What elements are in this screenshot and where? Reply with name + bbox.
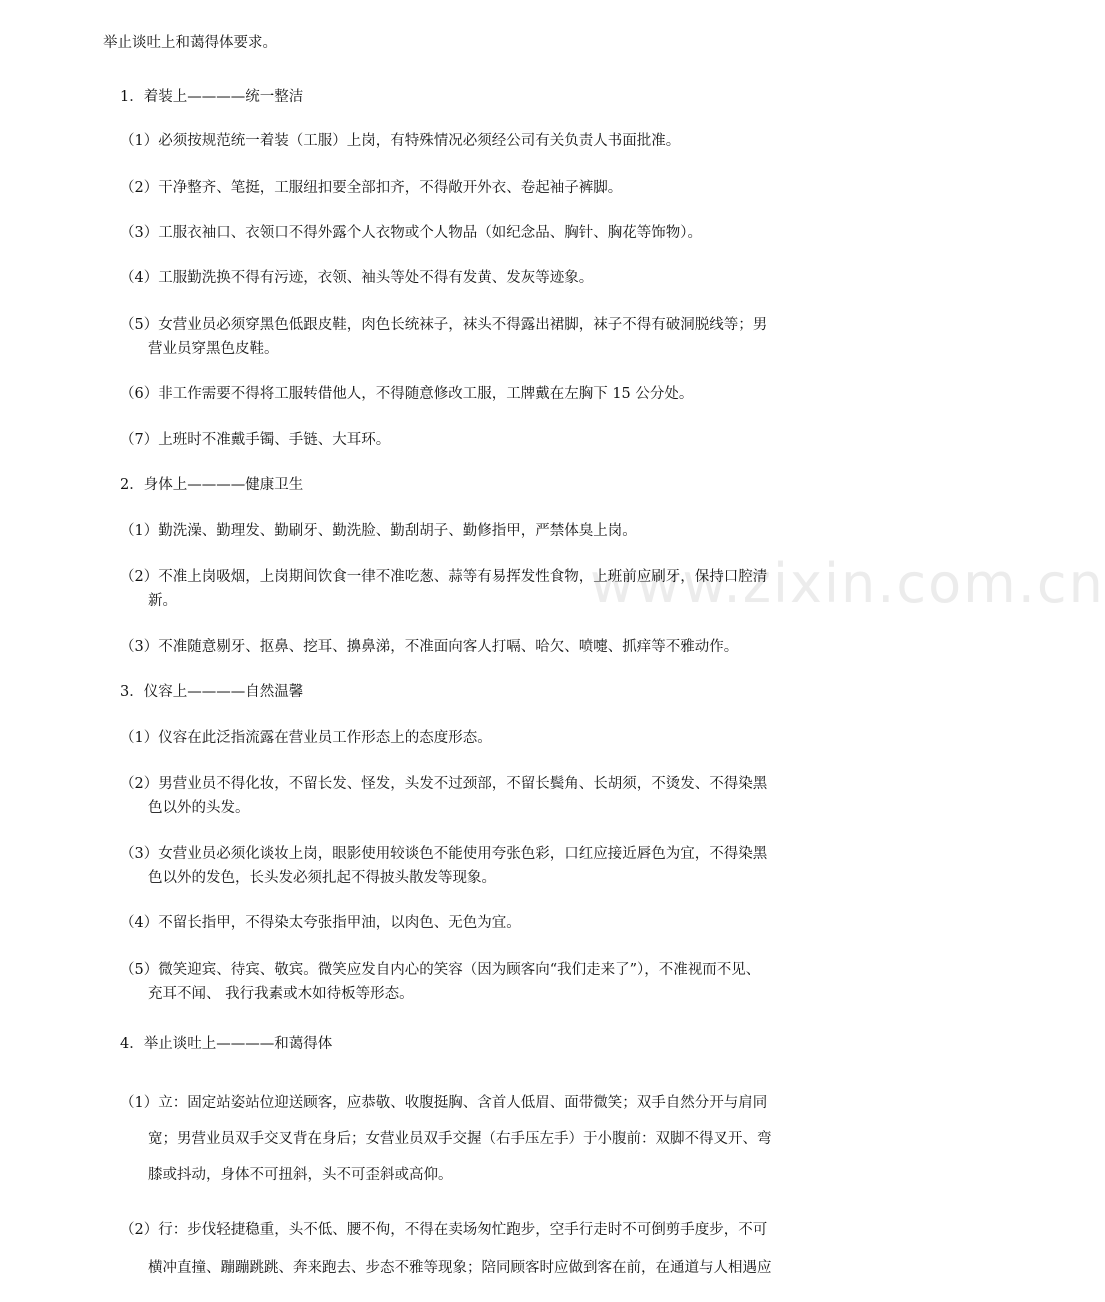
list-item: （5）微笑迎宾、待宾、敬宾。微笑应发自内心的笑容（因为顾客向“我们走来了”），不准视而不见、 xyxy=(120,962,761,978)
list-item-continuation: 营业员穿黑色皮鞋。 xyxy=(148,341,279,357)
list-item-continuation: 色以外的头发。 xyxy=(148,800,250,816)
list-item-continuation: 宽；男营业员双手交叉背在身后；女营业员双手交握（右手压左手）于小腹前：双脚不得叉开、弯 xyxy=(148,1131,772,1147)
section-heading: 3．仪容上————自然温馨 xyxy=(120,684,304,700)
list-item: （3）不准随意剔牙、抠鼻、挖耳、擤鼻涕，不准面向客人打嗝、哈欠、喷嚏、抓痒等不雅动作。 xyxy=(120,639,739,655)
list-item-continuation: 充耳不闻、 我行我素或木如待板等形态。 xyxy=(148,986,414,1002)
list-item: （3）女营业员必须化谈妆上岗，眼影使用较谈色不能使用夸张色彩，口红应接近唇色为宜，不得染黑 xyxy=(120,846,768,862)
list-item: （4）工服勤洗换不得有污迹，衣领、袖头等处不得有发黄、发灰等迹象。 xyxy=(120,270,594,286)
section-heading: 4．举止谈吐上————和蔼得体 xyxy=(120,1036,333,1052)
list-item: （1）立：固定站姿站位迎送顾客，应恭敬、收腹挺胸、含首人低眉、面带微笑；双手自然分开与肩同 xyxy=(120,1095,768,1111)
list-item: （1）仪容在此泛指流露在营业员工作形态上的态度形态。 xyxy=(120,730,492,746)
list-item: （5）女营业员必须穿黑色低跟皮鞋，肉色长统袜子，袜头不得露出裙脚，袜子不得有破洞脱线等；男 xyxy=(120,317,768,333)
list-item: （4）不留长指甲，不得染太夸张指甲油，以肉色、无色为宜。 xyxy=(120,915,521,931)
list-item-continuation: 横冲直撞、蹦蹦跳跳、奔来跑去、步态不雅等现象；陪同顾客时应做到客在前，在通道与人相遇应 xyxy=(148,1260,772,1276)
list-item-continuation: 膝或抖动，身体不可扭斜，头不可歪斜或高仰。 xyxy=(148,1167,453,1183)
list-item: （2）干净整齐、笔挺，工服纽扣要全部扣齐，不得敞开外衣、卷起袖子裤脚。 xyxy=(120,180,623,196)
section-heading: 1．着装上————统一整洁 xyxy=(120,89,304,105)
watermark: www.zixin.com.cn xyxy=(590,552,1105,615)
intro-line: 举止谈吐上和蔼得体要求。 xyxy=(103,35,277,51)
section-heading: 2．身体上————健康卫生 xyxy=(120,477,304,493)
list-item: （3）工服衣袖口、衣领口不得外露个人衣物或个人物品（如纪念品、胸针、胸花等饰物）。 xyxy=(120,225,702,241)
list-item: （1）必须按规范统一着装（工服）上岗，有特殊情况必须经公司有关负责人书面批准。 xyxy=(120,133,681,149)
list-item-continuation: 新。 xyxy=(148,593,177,609)
list-item-continuation: 色以外的发色，长头发必须扎起不得披头散发等现象。 xyxy=(148,870,496,886)
list-item: （6）非工作需要不得将工服转借他人，不得随意修改工服，工牌戴在左胸下 15 公分处。 xyxy=(120,386,694,402)
list-item: （2）行：步伐轻捷稳重，头不低、腰不佝，不得在卖场匆忙跑步，空手行走时不可倒剪手度步，不可 xyxy=(120,1222,768,1238)
list-item: （2）不准上岗吸烟，上岗期间饮食一律不准吃葱、蒜等有易挥发性食物，上班前应刷牙，保持口腔清 xyxy=(120,569,768,585)
list-item: （1）勤洗澡、勤理发、勤刷牙、勤洗脸、勤刮胡子、勤修指甲，严禁体臭上岗。 xyxy=(120,523,637,539)
list-item: （7）上班时不准戴手镯、手链、大耳环。 xyxy=(120,432,391,448)
list-item: （2）男营业员不得化妆，不留长发、怪发，头发不过颈部，不留长鬓角、长胡须，不烫发、不得染黑 xyxy=(120,776,768,792)
